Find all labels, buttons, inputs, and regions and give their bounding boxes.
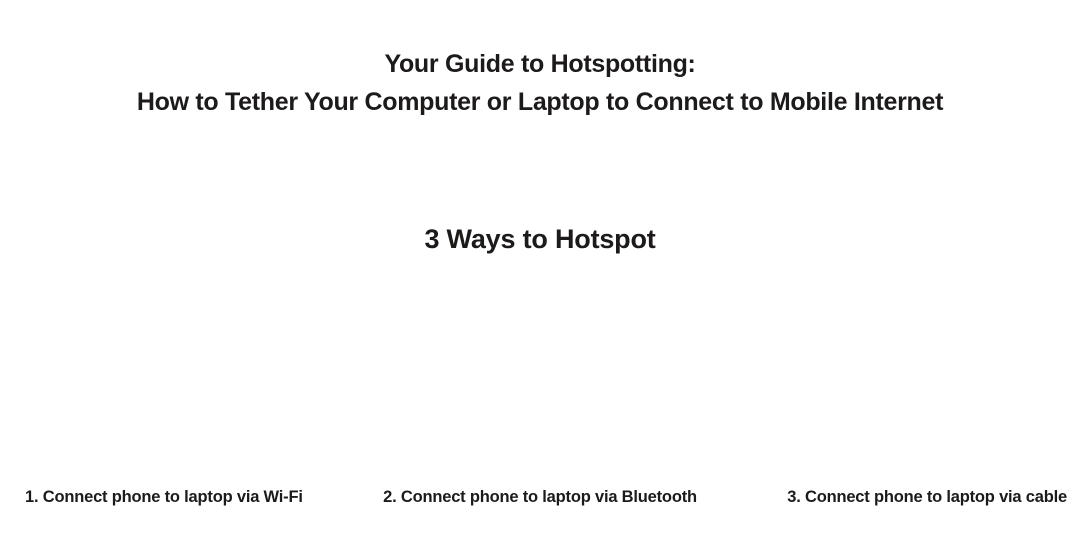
step-caption-wifi: 1. Connect phone to laptop via Wi-Fi bbox=[25, 488, 303, 506]
slide-title-line-2: How to Tether Your Computer or Laptop to Connect to Mobile Internet bbox=[136, 88, 944, 116]
slide-title bbox=[0, 45, 1080, 121]
slide-title-line-1: Your Guide to Hotspotting: bbox=[384, 50, 696, 78]
step-caption-cable: 3. Connect phone to laptop via cable bbox=[787, 488, 1067, 506]
step-caption-bluetooth: 2. Connect phone to laptop via Bluetooth bbox=[383, 488, 697, 506]
section-heading: 3 Ways to Hotspot bbox=[424, 224, 656, 254]
